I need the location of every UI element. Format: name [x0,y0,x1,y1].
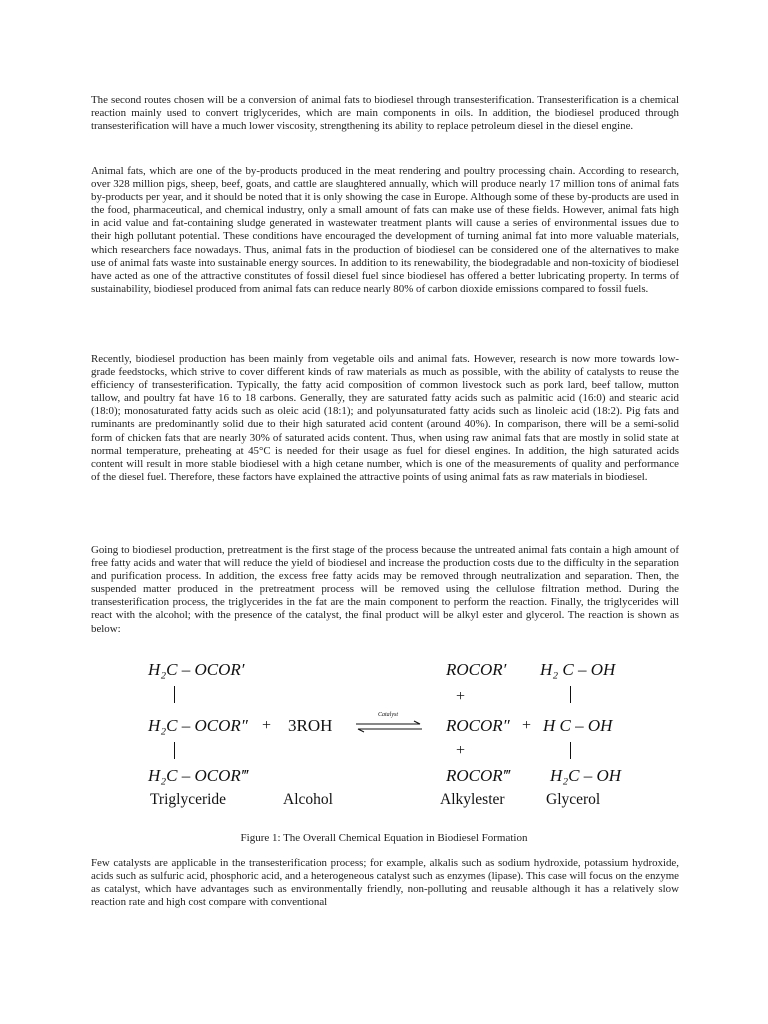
glycerol-top: H₂ C – OH [540,660,616,679]
glycerol-bottom: H₂C – OH [550,766,622,785]
label-alkylester: Alkylester [440,791,505,808]
label-glycerol: Glycerol [546,791,601,808]
plus-sign: + [522,717,532,734]
bond-line [570,686,571,703]
equilibrium-arrow-icon [354,720,424,734]
triglyceride-top-group: H₂C – OCOR′ [148,660,245,679]
ester-bottom: ROCOR‴ [446,766,510,785]
label-alcohol: Alcohol [283,791,333,808]
ester-top: ROCOR′ [446,660,507,679]
bond-line [570,742,571,759]
paragraph-3: Recently, biodiesel production has been mainly from vegetable oils and animal fats. However, research is now more towards low-grade feedstocks, which strive to cover different kinds of raw materials as much as possible, with the ability of catalysts to reuse the efficiency of transesterification. Typically, the fatty acid composition of common livestock such as pork lard, beef tallow, mutton tallow, and poultry fat have 16 to 18 carbons. Generally, they are saturated fatty acids such as palmitic acid (16:0) and stearic acid (18:0); monosaturated fatty acids such as oleic acid (18:1); and polyunsaturated fatty acids such as linoleic acid (18:2). Pig fats and ruminants are predominantly solid due to their high saturated acid content (around 40%). In comparison, there will be a semi-solid form of chicken fats that are nearly 30% of saturated acids content. Thus, when using raw animal fats that are mostly in solid state at normal temperature, preheating at 45°C is needed for their usage as fuel for diesel engines. In addition, the high saturated acids content will result in more stable biodiesel with a high cetane number, which is one of the measurements of quality and performance of the diesel fuel. Therefore, these factors have explained the attractive points of using animal fats as raw materials in biodiesel. [91,353,679,483]
figure-caption: Figure 1: The Overall Chemical Equation in Biodiesel Formation [240,832,528,844]
alcohol-formula: 3ROH [288,716,333,735]
bond-line [174,686,175,703]
triglyceride-middle-group: H₂C – OCOR″ [148,716,248,735]
triglyceride-bottom-group: H₂C – OCOR‴ [148,766,248,785]
paragraph-1: The second routes chosen will be a conversion of animal fats to biodiesel through transesterification. Transesterification is a chemical reaction mainly used to convert triglycerides, which are main components in oils. In addition, the biodiesel produced through transesterification will have a much lower viscosity, strengthening its ability to replace petroleum diesel in the diesel engine. [91,94,679,133]
plus-sign: + [262,717,272,734]
paragraph-2: Animal fats, which are one of the by-products produced in the meat rendering and poultry processing chain. According to research, over 328 million pigs, sheep, beef, goats, and cattle are slaughtered annually, which will produce nearly 17 million tons of animal fats by-products per year, and it should be noted that it is only showing the case in Europe. Although some of these by-products are used in the food, pharmaceutical, and chemical industry, only a small amount of fats can make use of these fields. However, animal fats high in acid value and fat-containing sludge generated in wastewater treatment plants will cause a series of environmental issues due to their high pollutant potential. These conditions have encouraged the development of turning animal fat into more valuable materials, which researchers face nowadays. Thus, animal fats in the production of biodiesel can be considered one of the alternatives to make use of animal fats waste into sustainable energy sources. In addition to its renewability, the biodegradable and non-toxicity of biodiesel have acted as one of the attractive constitutes of fossil diesel fuel since biodiesel has offered a better lubricating property. In terms of sustainability, biodiesel produced from animal fats can reduce nearly 80% of carbon dioxide emissions compared to fossil fuels. [91,165,679,295]
plus-sign: + [456,742,466,759]
paragraph-5: Few catalysts are applicable in the transesterification process; for example, alkalis such as sodium hydroxide, potassium hydroxide, acids such as sulfuric acid, phosphoric acid, and a heterogeneous catalyst such as enzymes (lipase). This case will focus on the enzyme as catalyst, which have advantages such as environmentally friendly, non-polluting and reusable although it has a relatively slow reaction rate and high cost compare with conventional [91,857,679,909]
plus-sign: + [456,688,466,705]
label-triglyceride: Triglyceride [150,791,227,808]
ester-middle: ROCOR″ [446,716,510,735]
catalyst-label: Catalyst [377,712,398,718]
glycerol-middle: H C – OH [543,716,613,735]
paragraph-4: Going to biodiesel production, pretreatment is the first stage of the process because the untreated animal fats contain a high amount of free fatty acids and water that will reduce the yield of biodiesel and increase the production costs due to the difficulty in the separation and purification process. In addition, the excess free fatty acids may be removed through neutralization and separation. Then, the suspended matter produced in the pretreatment process will be removed using the cellulose filtration method. During the transesterification process, the triglycerides in the fat are the main component to perform the reaction. Finally, the triglycerides will react with the alcohol; with the presence of the catalyst, the final product will be alkyl ester and glycerol. The reaction is shown as below: [91,544,679,635]
bond-line [174,742,175,759]
